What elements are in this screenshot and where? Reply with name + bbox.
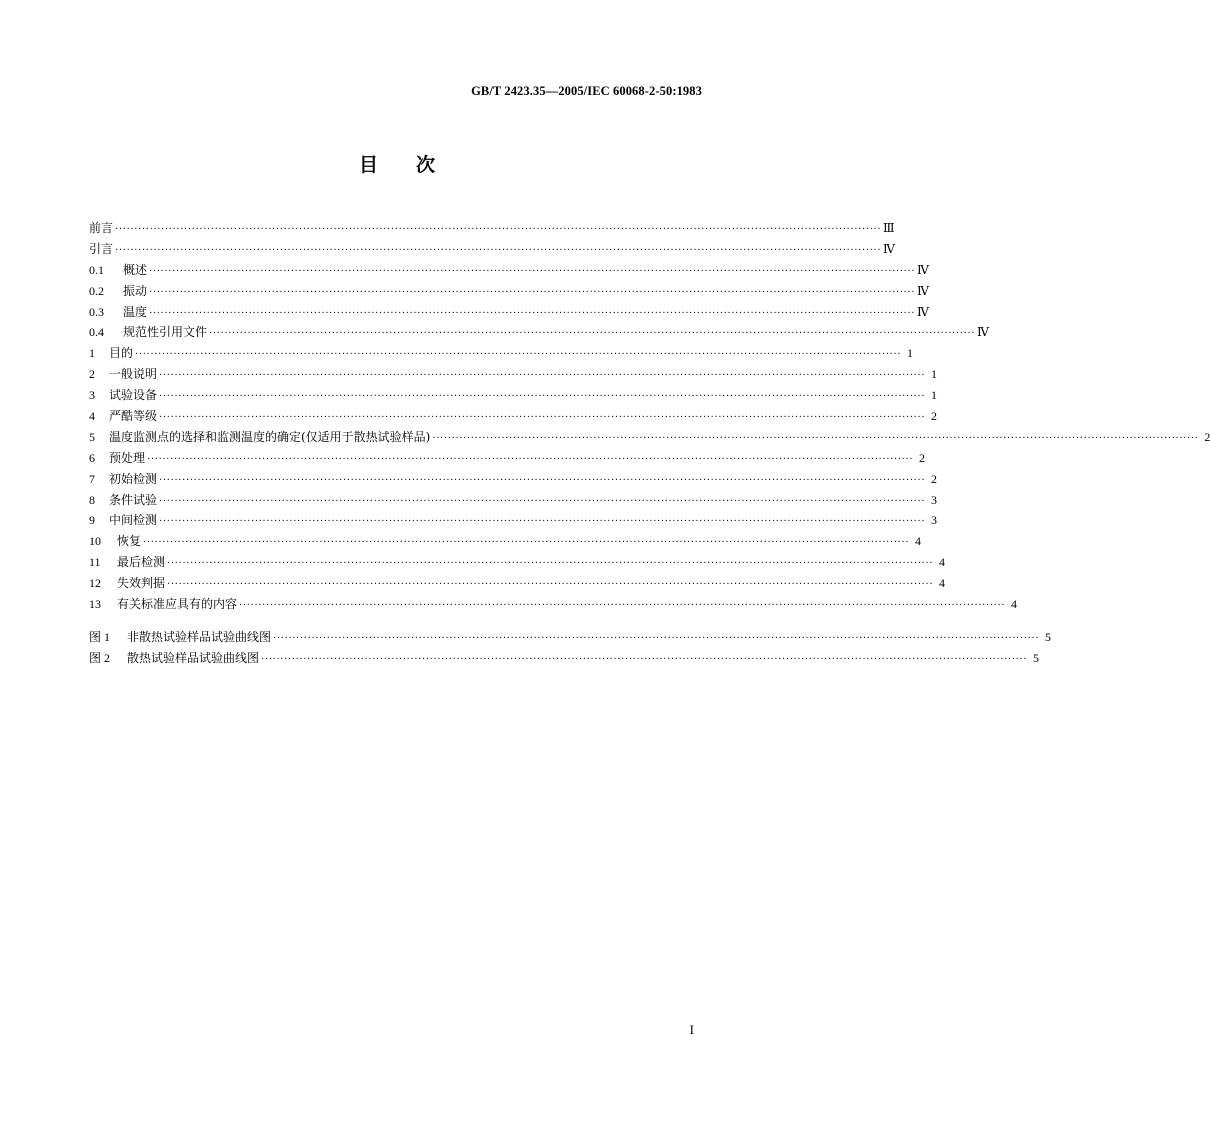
entry-page: 1 [931,388,938,403]
entry-number: 9 [89,513,95,528]
dot-leader: ········································································································································································································ [167,579,934,591]
entry-page: 2 [1204,429,1210,444]
entry-label: 有关标准应具有的内容 [117,597,238,612]
dot-leader: ········································································································································································································ [159,474,926,486]
entry-page: Ⅳ [917,304,930,319]
toc-entry[interactable] [89,490,938,511]
entry-page: 4 [915,534,922,549]
entry-number: 0.4 [89,325,104,340]
entry-page: 5 [1045,629,1052,644]
toc-entry[interactable] [89,281,930,302]
entry-label: 最后检测 [117,555,166,570]
entry-label: 严酷等级 [109,409,158,424]
entry-page: 4 [1011,597,1018,612]
toc-entry[interactable] [89,510,938,531]
toc-entry[interactable] [89,322,990,343]
entry-page: 1 [907,346,914,361]
entry-label: 温度 [123,304,148,319]
toc-entry[interactable] [89,552,946,573]
entry-label: 概述 [123,262,148,277]
dot-leader: ········································································································································································································ [432,432,1199,444]
entry-label: 目的 [109,346,134,361]
entry-label: 振动 [123,283,148,298]
dot-leader: ········································································································································································································ [159,391,926,403]
figure-entry[interactable] [89,648,1040,669]
dot-leader: ········································································································································································································ [209,328,976,340]
entry-number: 0.1 [89,262,104,277]
toc-entry[interactable] [89,469,938,490]
dot-leader: ········································································································································································································ [167,558,934,570]
entry-label: 规范性引用文件 [123,325,208,340]
toc-entry[interactable] [89,260,930,281]
entry-label: 引言 [89,241,114,256]
dot-leader: ········································································································································································································ [239,600,1006,612]
entry-page: 1 [931,367,938,382]
entry-label: 非散热试验样品试验曲线图 [127,629,272,644]
toc-entry[interactable] [89,302,930,323]
entry-page: Ⅳ [883,241,896,256]
table-of-contents [89,218,1210,669]
toc-entry[interactable] [89,343,914,364]
dot-leader: ········································································································································································································ [147,453,914,465]
dot-leader: ········································································································································································································ [135,349,902,361]
toc-entry[interactable] [89,385,938,406]
toc-entry[interactable] [89,427,1210,448]
toc-entry[interactable] [89,594,1018,615]
entry-number: 11 [89,555,101,570]
dot-leader: ········································································································································································································ [149,307,916,319]
dot-leader: ········································································································································································································ [273,632,1040,644]
figure-entry[interactable] [89,627,1052,648]
toc-entry[interactable] [89,239,896,260]
entry-number: 12 [89,576,101,591]
entry-label: 中间检测 [109,513,158,528]
dot-leader: ········································································································································································································ [149,265,916,277]
dot-leader: ········································································································································································································ [159,370,926,382]
entry-label: 条件试验 [109,492,158,507]
entry-number: 5 [89,429,95,444]
dot-leader: ········································································································································································································ [143,537,910,549]
entry-page: 5 [1033,650,1040,665]
entry-page: Ⅲ [883,221,895,235]
toc-entry[interactable] [89,531,922,552]
toc-entry[interactable] [89,573,946,594]
entry-number: 0.3 [89,304,104,319]
dot-leader: ········································································································································································································ [159,495,926,507]
entry-number: 13 [89,597,101,612]
entry-number: 8 [89,492,95,507]
entry-page: 4 [939,555,946,570]
dot-leader: ········································································································································································································ [261,653,1028,665]
standard-code-header: GB/T 2423.35—2005/IEC 60068-2-50:1983 [471,84,702,98]
entry-page: 4 [939,576,946,591]
entry-number: 4 [89,409,95,424]
figure-entries [89,627,1052,669]
entry-label: 散热试验样品试验曲线图 [127,650,260,665]
toc-entry[interactable] [89,364,938,385]
entry-number: 3 [89,388,95,403]
toc-entries [89,218,1210,615]
toc-entry[interactable] [89,448,926,469]
dot-leader: ········································································································································································································ [159,516,926,528]
entry-page: 2 [919,450,926,465]
entry-number: 0.2 [89,283,104,298]
dot-leader: ········································································································································································································ [149,286,916,298]
entry-label: 初始检测 [109,471,158,486]
entry-page: 2 [931,409,938,424]
entry-page: 3 [931,513,938,528]
entry-label: 温度监测点的选择和监测温度的确定(仅适用于散热试验样品) [109,429,431,444]
toc-entry[interactable] [89,218,895,239]
entry-number: 2 [89,367,95,382]
entry-label: 前言 [89,221,114,235]
entry-number: 10 [89,534,101,549]
entry-number: 7 [89,471,95,486]
entry-page: Ⅳ [917,262,930,277]
entry-number: 图 2 [89,650,111,665]
dot-leader: ········································································································································································································ [115,244,882,256]
entry-page: Ⅳ [977,325,990,340]
toc-entry[interactable] [89,406,938,427]
entry-label: 失效判据 [117,576,166,591]
entry-page: 2 [931,471,938,486]
entry-page: Ⅳ [917,283,930,298]
entry-number: 图 1 [89,629,111,644]
entry-page: 3 [931,492,938,507]
entry-label: 试验设备 [109,388,158,403]
entry-label: 恢复 [117,534,142,549]
entry-number: 6 [89,450,95,465]
page-number: I [689,1022,694,1037]
dot-leader: ········································································································································································································ [159,412,926,424]
entry-label: 预处理 [109,450,146,465]
entry-label: 一般说明 [109,367,158,382]
entry-number: 1 [89,346,95,361]
page-title: 目 次 [358,154,435,176]
dot-leader: ········································································································································································································ [115,224,882,235]
